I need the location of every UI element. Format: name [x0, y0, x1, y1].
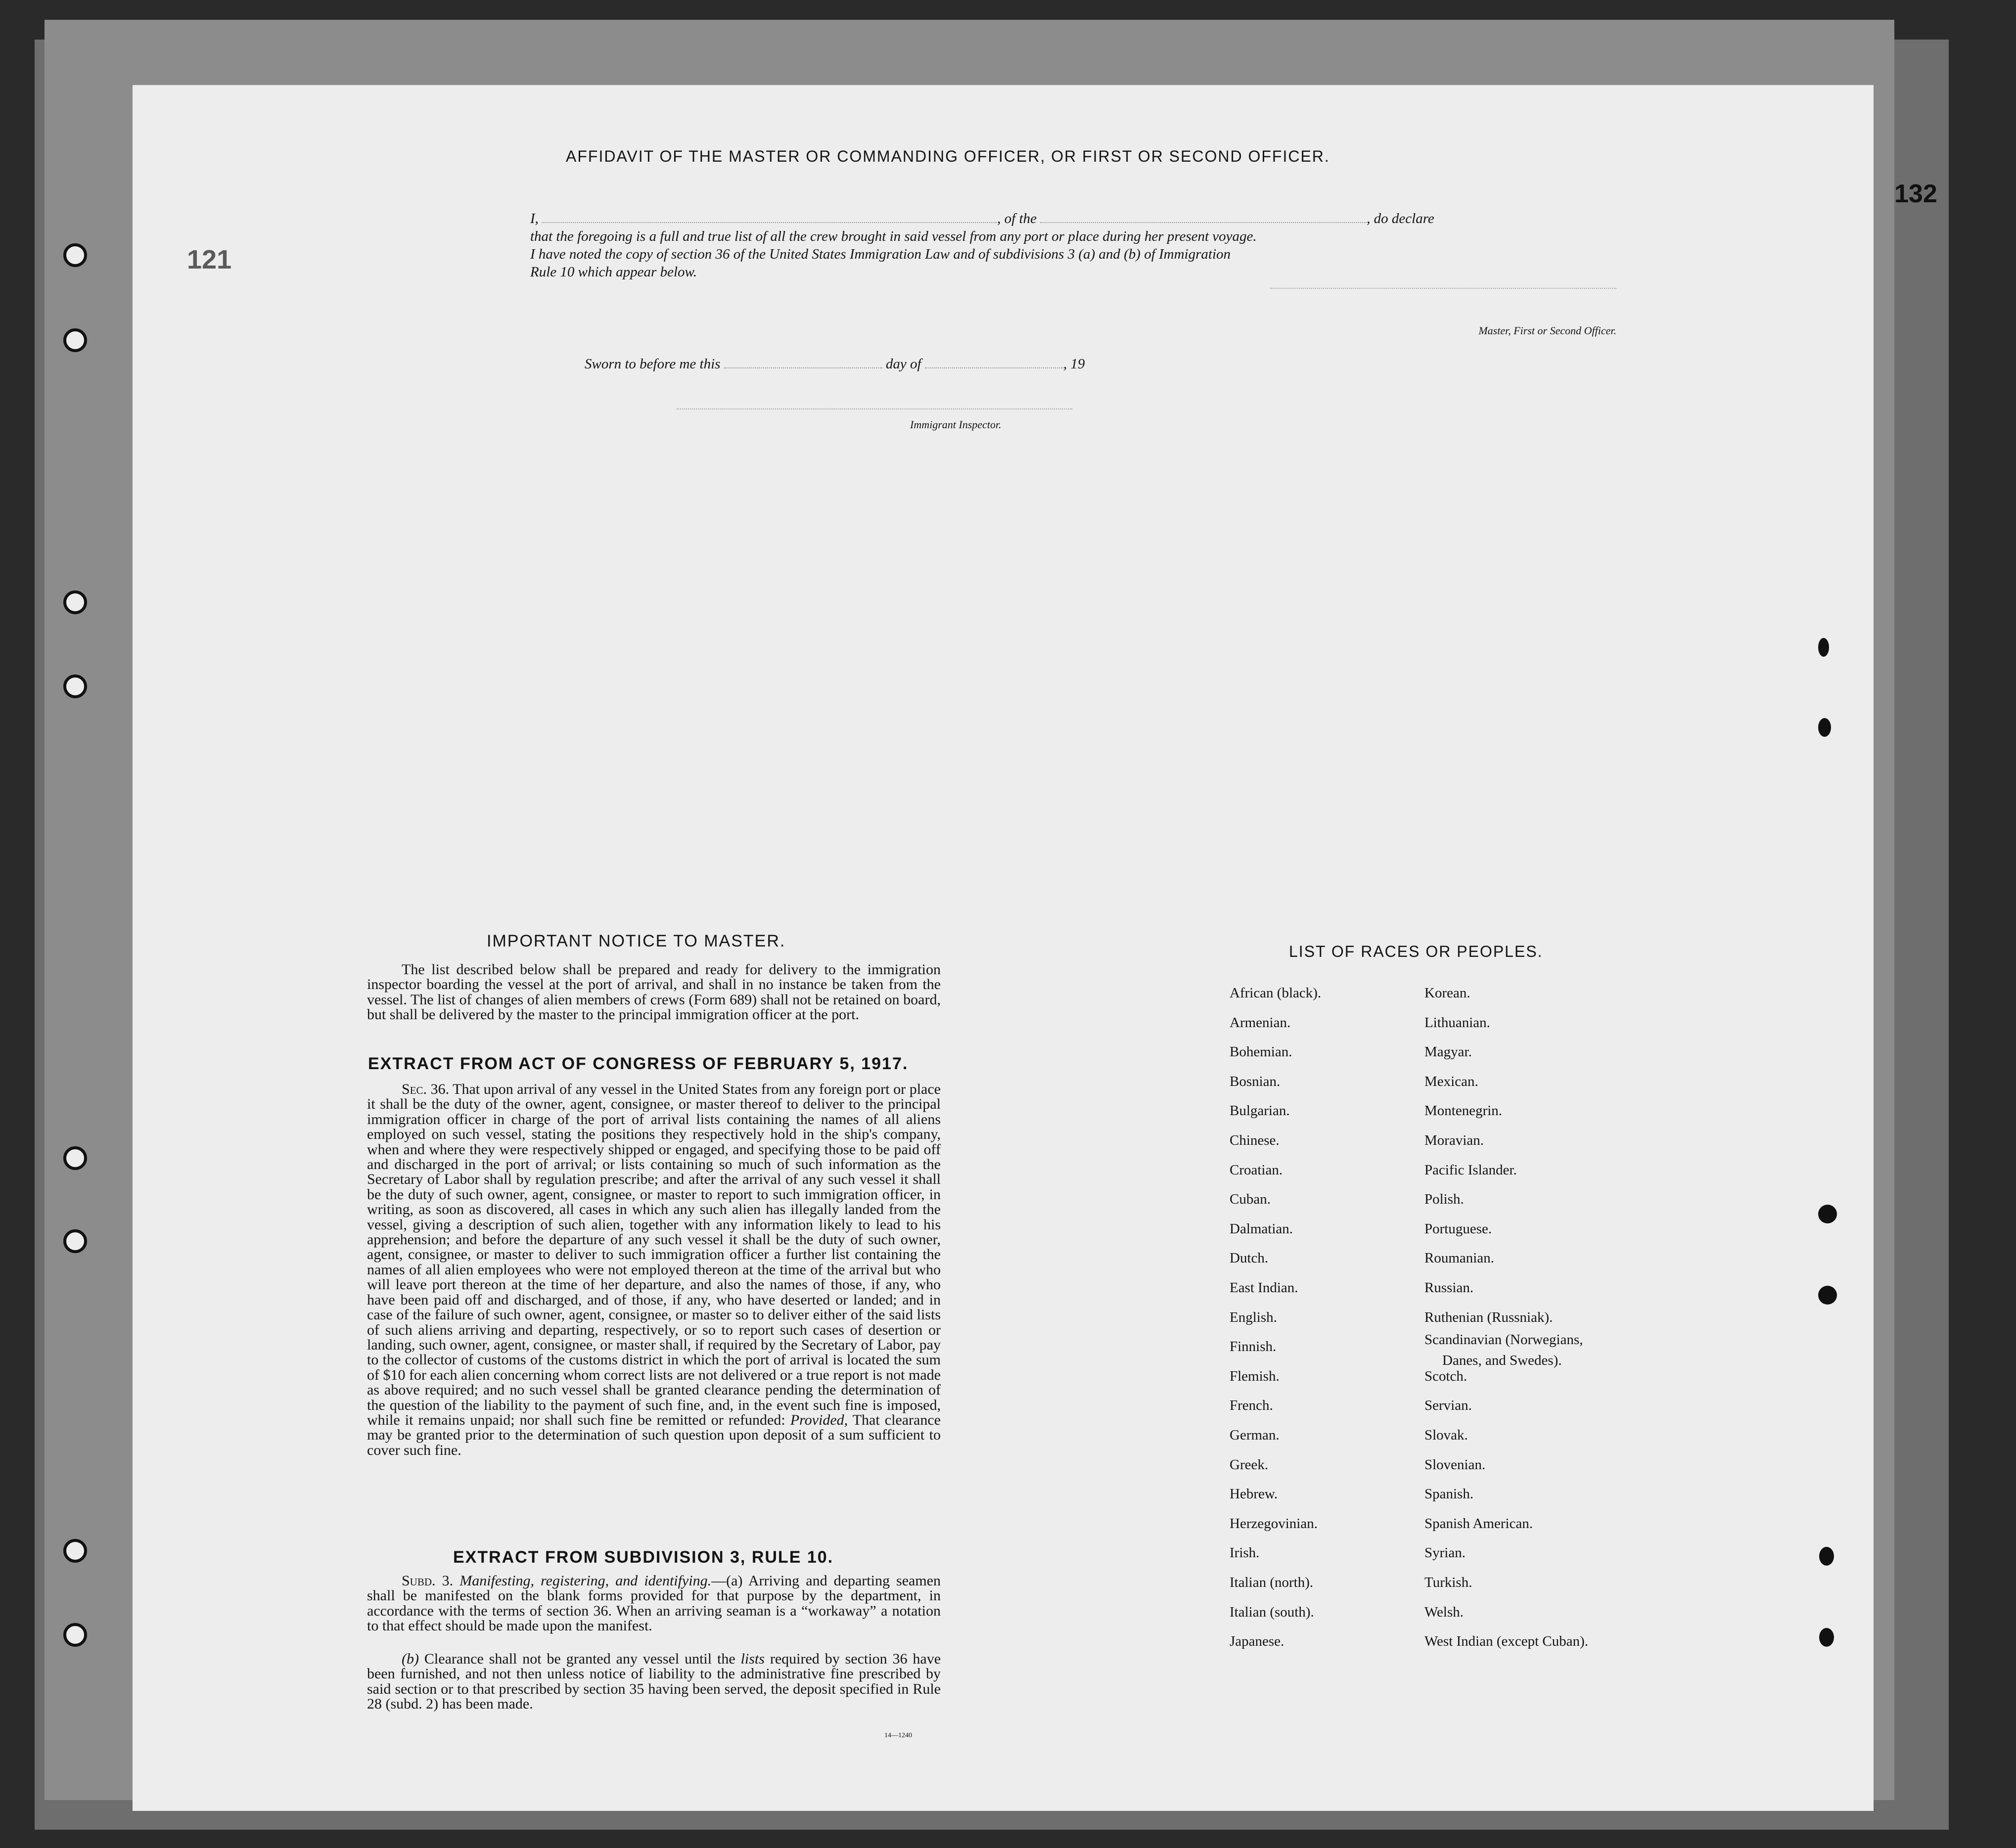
race-item: German. — [1230, 1427, 1280, 1443]
race-item: Italian (north). — [1230, 1575, 1314, 1590]
race-item: Scotch. — [1424, 1368, 1467, 1384]
race-item: Armenian. — [1230, 1014, 1291, 1031]
race-item: Scandinavian (Norwegians, — [1424, 1332, 1583, 1348]
race-item: Japanese. — [1230, 1633, 1284, 1650]
page-number: 132 — [1894, 180, 1937, 208]
race-item: Polish. — [1424, 1191, 1464, 1208]
race-item: Greek. — [1230, 1456, 1269, 1473]
para-b-text-2: required by section 36 have been furnished, and not then unless notice of liability to the administrative fine prescribed by said section or to that prescribed by section 35 having been served, the deposit specified in Rule 28 (subd. 2) has been made. — [367, 1651, 941, 1713]
race-item: Slovak. — [1424, 1427, 1468, 1443]
race-item: Russian. — [1424, 1280, 1474, 1296]
signature-line — [1270, 288, 1616, 289]
form-number: 14—1240 — [884, 1732, 912, 1739]
punch-hole-mark — [1818, 1205, 1837, 1223]
document-page — [133, 85, 1874, 1811]
punch-hole-mark — [1819, 1628, 1834, 1647]
race-item: Dutch. — [1230, 1250, 1269, 1266]
binder-hole — [63, 328, 87, 352]
extract-rule-para-b — [367, 1652, 941, 1712]
vessel-blank — [1040, 222, 1367, 223]
race-item: Flemish. — [1230, 1368, 1280, 1384]
race-item: Cuban. — [1230, 1191, 1271, 1208]
extract-rule-para-a — [367, 1574, 941, 1634]
race-item: Hebrew. — [1230, 1486, 1278, 1502]
race-item: Slovenian. — [1424, 1456, 1486, 1473]
race-item: Servian. — [1424, 1397, 1472, 1414]
affidavit-line-3: I have noted the copy of section 36 of the United States Immigration Law and of subdivisions 3 (a) and (b) of Immigration — [530, 246, 1231, 262]
race-item: Pacific Islander. — [1424, 1162, 1517, 1178]
binder-hole — [63, 675, 87, 698]
race-item: Herzegovinian. — [1230, 1515, 1318, 1532]
binder-hole — [63, 1146, 87, 1170]
race-item: Mexican. — [1424, 1073, 1478, 1089]
race-item: Italian (south). — [1230, 1604, 1314, 1620]
race-item: East Indian. — [1230, 1280, 1298, 1296]
race-item: Montenegrin. — [1424, 1103, 1503, 1119]
binder-hole — [63, 243, 87, 267]
subd-label: Subd. 3. — [402, 1573, 454, 1589]
punch-hole-mark — [1818, 1286, 1837, 1305]
race-item: African (black). — [1230, 985, 1322, 1001]
year-label: , 19 — [1063, 356, 1085, 372]
affidavit-line-2: that the foregoing is a full and true list of all the crew brought in said vessel from any port or place during her present voyage. — [530, 228, 1257, 244]
race-item: Danes, and Swedes). — [1442, 1352, 1562, 1369]
notice-text: The list described below shall be prepared and ready for delivery to the immigration inspector boarding the vessel at the port of arrival, and shall in no instance be taken from the vessel. The list of changes of alien members of crews (Form 689) shall not be retained on board, but shall be delivered by the master to the principal immigration officer at the port. — [367, 961, 941, 1023]
race-item: French. — [1230, 1397, 1273, 1414]
punch-hole-mark — [1819, 1547, 1834, 1566]
sworn-line — [585, 356, 1085, 372]
binder-hole — [63, 1623, 87, 1647]
race-item: Irish. — [1230, 1545, 1260, 1561]
faint-page-number: 121 — [187, 245, 232, 274]
race-item: Roumanian. — [1424, 1250, 1494, 1266]
binder-hole — [63, 1539, 87, 1563]
sec-36-text-end: That clearance may be granted prior to the determination of such question upon deposit of a sum sufficient to cover such fine. — [367, 1411, 941, 1458]
month-blank — [925, 367, 1063, 368]
binder-hole — [63, 590, 87, 614]
name-blank — [542, 222, 997, 223]
race-item: Syrian. — [1424, 1545, 1466, 1561]
race-item: Bosnian. — [1230, 1073, 1281, 1089]
subd-heading: Manifesting, registering, and identifying. — [459, 1573, 712, 1589]
binder-hole — [63, 1229, 87, 1253]
day-of-label: day of — [885, 356, 921, 372]
race-item: Welsh. — [1424, 1604, 1464, 1620]
race-item: Moravian. — [1424, 1132, 1484, 1148]
signature-caption: Master, First or Second Officer. — [1478, 324, 1616, 337]
race-item: Bulgarian. — [1230, 1103, 1290, 1119]
sec-label: Sec. 36. — [402, 1081, 450, 1097]
race-item: Turkish. — [1424, 1575, 1472, 1590]
race-item: Lithuanian. — [1424, 1014, 1490, 1031]
race-item: Bohemian. — [1230, 1044, 1292, 1060]
provided-label: Provided, — [790, 1411, 848, 1428]
extract-rule-title: EXTRACT FROM SUBDIVISION 3, RULE 10. — [453, 1548, 834, 1567]
race-item: Finnish. — [1230, 1339, 1277, 1355]
inspector-line — [677, 408, 1072, 409]
race-item: Dalmatian. — [1230, 1220, 1293, 1237]
race-item: West Indian (except Cuban). — [1424, 1633, 1589, 1650]
day-blank — [724, 367, 882, 368]
inspector-caption: Immigrant Inspector. — [910, 418, 1002, 431]
affidavit-declaration-line — [530, 211, 1434, 227]
para-a-text: —(a) Arriving and departing seamen shall be manifested on the blank forms provided for that purpose by the department, in accordance with the terms of section 36. When an arriving seaman is a “workaway” a notation to that effect should be made upon the manifest. — [367, 1573, 941, 1634]
race-item: Ruthenian (Russniak). — [1424, 1309, 1553, 1325]
race-item: Portuguese. — [1424, 1220, 1492, 1237]
affidavit-line-4: Rule 10 which appear below. — [530, 264, 697, 280]
i-label: I, — [530, 211, 539, 226]
races-title: LIST OF RACES OR PEOPLES. — [1289, 943, 1543, 960]
race-item: Spanish. — [1424, 1486, 1474, 1502]
of-the-label: , of the — [997, 211, 1037, 226]
sworn-label: Sworn to before me this — [585, 356, 721, 372]
punch-hole-mark — [1818, 638, 1829, 657]
extract-act-title: EXTRACT FROM ACT OF CONGRESS OF FEBRUARY 5, 1917. — [368, 1054, 909, 1073]
do-declare-label: , do declare — [1367, 211, 1434, 226]
para-b-label: (b) — [402, 1651, 419, 1667]
race-item: Chinese. — [1230, 1132, 1280, 1148]
punch-hole-mark — [1818, 718, 1831, 737]
extract-act-text — [367, 1082, 941, 1458]
affidavit-title: AFFIDAVIT OF THE MASTER OR COMMANDING OFFICER, OR FIRST OR SECOND OFFICER. — [566, 147, 1330, 165]
sec-36-text: That upon arrival of any vessel in the United States from any foreign port or place it shall be the duty of the owner, agent, consignee, or master thereof to deliver to the principal immigration officer in charge of the port of arrival lists containing the names of all aliens employed on such vessel, stating the positions they respectively hold in the ship's company, when and where they were respectively shipped or engaged, and specifying those to be paid off and discharged in the port of arrival; or lists containing so much of such information as the Secretary of Labor shall by regulation prescribe; and after the arrival of any such vessel it shall be the duty of such owner, agent, consignee, or master to report to such immigration officer, in writing, as soon as discovered, all cases in which any such alien has illegally landed from the vessel, giving a description of such alien, together with any information likely to lead to his apprehension; and before the departure of any such vessel it shall be the duty of such owner, agent, consignee, or master to deliver to such immigration officer a further list containing the names of all alien employees who were not employed thereon at the time of the arrival but who will leave port thereon at the time of her departure, and also the names of those, if any, who have been paid off and discharged, and of those, if any, who have deserted or landed; and in case of the failure of such owner, agent, consignee, or master so to deliver either of the said lists of such aliens arriving and departing, respectively, or so to report such cases of desertion or landing, such owner, agent, consignee, or master shall, if required by the Secretary of Labor, pay to the collector of customs of the customs district in which the port of arrival is located the sum of $10 for each alien concerning whom correct lists are not delivered or a true report is not made as above required; and no such vessel shall be granted clearance pending the determination of the question of the liability to the payment of such fine, and, in the event such fine is imposed, while it remains unpaid; nor shall such fine be remitted or refunded: — [367, 1081, 941, 1428]
race-item: English. — [1230, 1309, 1277, 1325]
race-item: Croatian. — [1230, 1162, 1283, 1178]
race-item: Spanish American. — [1424, 1515, 1533, 1532]
race-item: Magyar. — [1424, 1044, 1472, 1060]
race-item: Korean. — [1424, 985, 1470, 1001]
notice-title: IMPORTANT NOTICE TO MASTER. — [487, 932, 786, 950]
para-b-lists: lists — [740, 1651, 765, 1667]
para-b-text-1: Clearance shall not be granted any vessel until the — [424, 1651, 735, 1667]
